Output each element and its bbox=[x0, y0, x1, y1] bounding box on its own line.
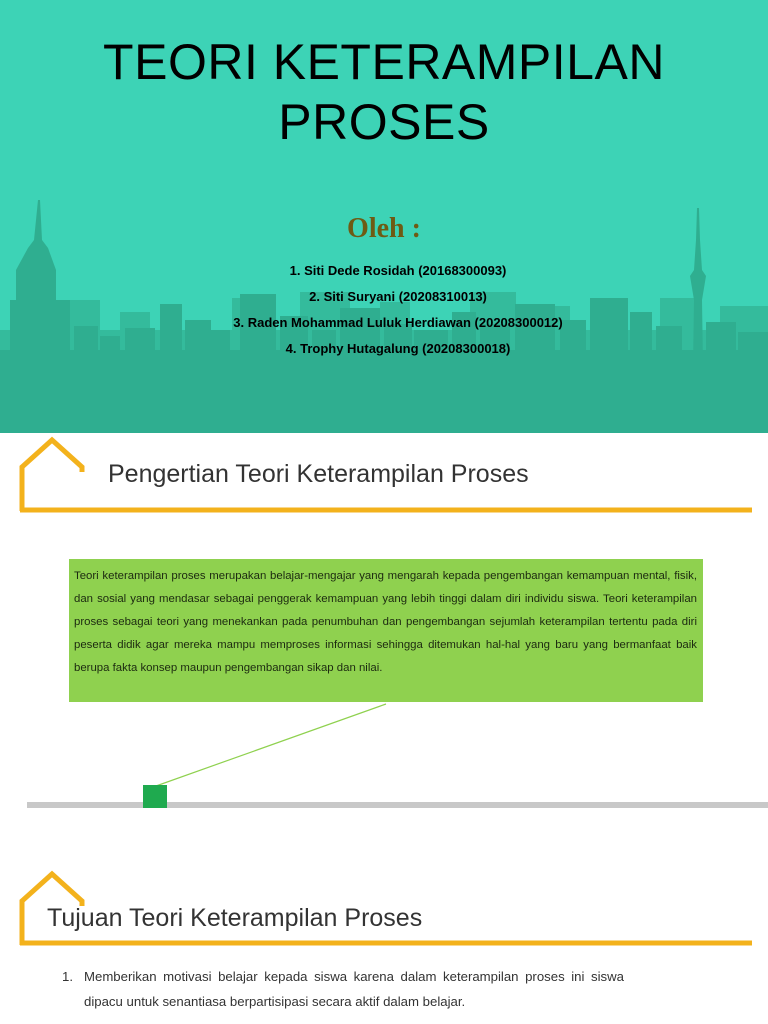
section-title: Tujuan Teori Keterampilan Proses bbox=[47, 904, 423, 932]
goal-number: 1. bbox=[62, 969, 73, 984]
byline-label: Oleh : bbox=[347, 213, 421, 244]
definition-textbox: Teori keterampilan proses merupakan belajar-mengajar yang mengarah kepada pengembangan kemampuan mental, fisik, dan sosial yang mendasar sebagai penggerak kemampuan yang lebih tinggi dalam diri individu siswa. Teori keterampilan proses sebagai teori yang menekankan pada penumbuhan dan pengembangan sejumlah keterampilan tertentu pada diri peserta didik agar mereka mampu memproses informasi sehingga ditemukan hal-hal yang baru yang bermanfaat baik berupa fakta konsep maupun pengembangan sikap dan nilai. bbox=[69, 559, 703, 702]
author-item: 2. Siti Suryani (20208310013) bbox=[309, 289, 487, 304]
author-item: 4. Trophy Hutagalung (20208300018) bbox=[285, 341, 511, 356]
section-title: Pengertian Teori Keterampilan Proses bbox=[108, 460, 529, 488]
goal-text: Memberikan motivasi belajar kepada siswa karena dalam keterampilan proses ini siswa dipacu untuk senantiasa berpartisipasi secara aktif dalam belajar. bbox=[84, 969, 624, 1009]
timeline-marker bbox=[143, 785, 167, 808]
goal-item bbox=[62, 964, 624, 1014]
goals-list bbox=[62, 964, 624, 1014]
presentation-title: TEORI KETERAMPILAN PROSES bbox=[103, 34, 665, 150]
author-item: 3. Raden Mohammad Luluk Herdiawan (20208300012) bbox=[233, 315, 563, 330]
title-slide bbox=[0, 0, 768, 433]
author-item: 1. Siti Dede Rosidah (20168300093) bbox=[289, 263, 507, 278]
section-header-pengertian bbox=[0, 434, 768, 524]
section-header-tujuan bbox=[0, 868, 768, 958]
author-list bbox=[0, 258, 768, 362]
timeline-decoration bbox=[0, 700, 768, 812]
